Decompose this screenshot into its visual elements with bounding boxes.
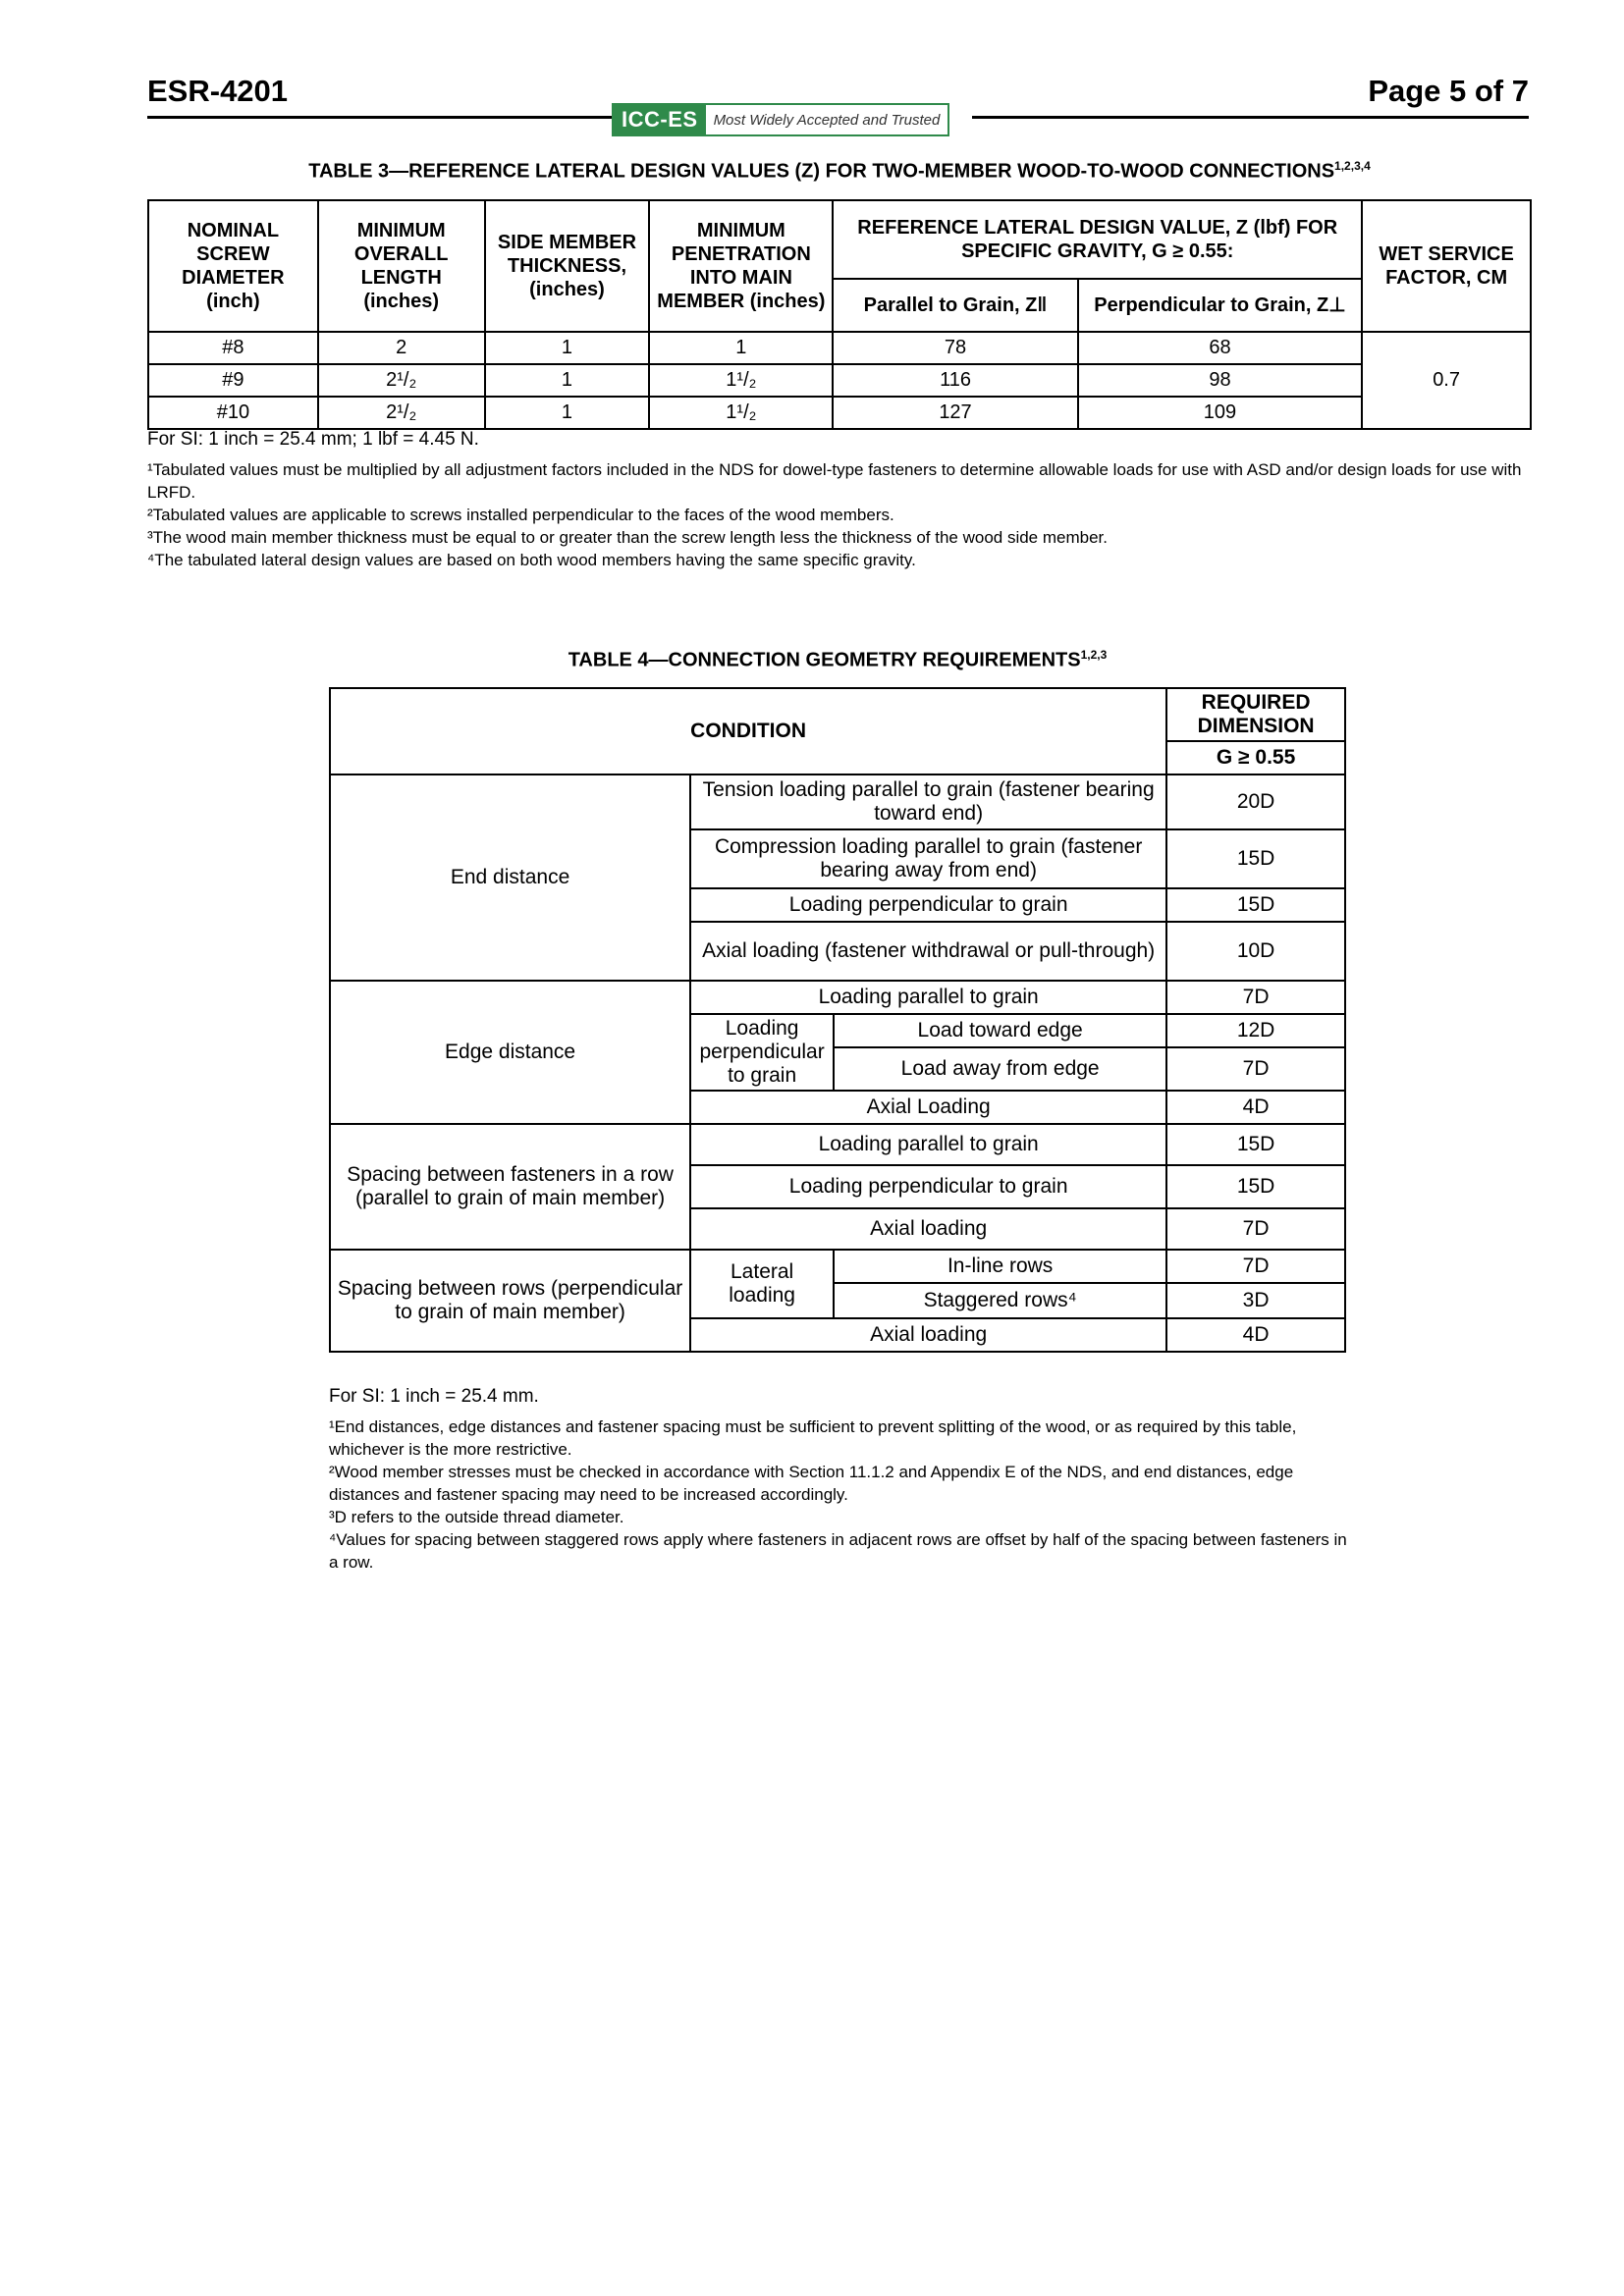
t4-value: 20D (1166, 774, 1345, 829)
t4-spacing-fasteners: Spacing between fasteners in a row (parallel to grain of main member) (330, 1124, 690, 1250)
t3-footnote: ²Tabulated values are applicable to screws installed perpendicular to the faces of the wood members. (147, 506, 894, 524)
t4-value: 15D (1166, 829, 1345, 888)
t4-value: 4D (1166, 1091, 1345, 1124)
table3-title-text: TABLE 3—REFERENCE LATERAL DESIGN VALUES (Z) FOR TWO-MEMBER WOOD-TO-WOOD CONNECTIONS (308, 160, 1335, 183)
t4-condition: Loading perpendicular to grain (690, 1165, 1166, 1208)
t3-cell: #8 (148, 332, 318, 364)
t4-footnote: ²Wood member stresses must be checked in accordance with Section 11.1.2 and Appendix E of the NDS, and end distances, edge distances and fastener spacing may need to be increased accordingly. (329, 1463, 1294, 1504)
logo-tagline: Most Widely Accepted and Trusted (713, 111, 941, 129)
t4-condition: Load away from edge (834, 1047, 1166, 1091)
t3-cell: 68 (1078, 332, 1362, 364)
t3-cell: 2¹/₂ (318, 397, 485, 429)
table4-notes (329, 1385, 1350, 1574)
t4-header-g: G ≥ 0.55 (1166, 741, 1345, 774)
table3-title (147, 159, 1532, 184)
t4-condition: Axial loading (690, 1208, 1166, 1250)
t3-cell: #9 (148, 364, 318, 397)
t3-header-parallel: Parallel to Grain, Z‖ (833, 279, 1077, 332)
t4-value: 12D (1166, 1014, 1345, 1047)
t4-condition: Loading perpendicular to grain (690, 888, 1166, 922)
t3-cell: 98 (1078, 364, 1362, 397)
table-row (148, 364, 1531, 397)
t3-cell: 109 (1078, 397, 1362, 429)
t4-value: 15D (1166, 1124, 1345, 1165)
t4-value: 4D (1166, 1318, 1345, 1352)
t3-wet-value: 0.7 (1362, 332, 1531, 429)
t3-cell: 1 (649, 332, 833, 364)
t3-cell: 2 (318, 332, 485, 364)
t3-header-side: SIDE MEMBER THICKNESS, (inches) (485, 200, 650, 332)
t4-condition: In-line rows (834, 1250, 1166, 1283)
t4-condition: Staggered rows⁴ (834, 1283, 1166, 1318)
t4-lateral-loading: Lateral loading (690, 1250, 834, 1318)
header-rule-right (972, 116, 1529, 119)
table3-notes (147, 428, 1532, 571)
t3-si-note: For SI: 1 inch = 25.4 mm; 1 lbf = 4.45 N. (147, 429, 479, 450)
t3-header-nominal: NOMINAL SCREW DIAMETER (inch) (148, 200, 318, 332)
t3-footnote: ³The wood main member thickness must be equal to or greater than the screw length less the thickness of the wood side member. (147, 528, 1108, 547)
table4-title (329, 648, 1346, 672)
t4-condition: Loading parallel to grain (690, 981, 1166, 1014)
t3-cell: #10 (148, 397, 318, 429)
t3-header-penetration: MINIMUM PENETRATION INTO MAIN MEMBER (inches) (649, 200, 833, 332)
t4-value: 10D (1166, 922, 1345, 981)
table4-title-text: TABLE 4—CONNECTION GEOMETRY REQUIREMENTS (568, 649, 1081, 671)
t4-condition: Compression loading parallel to grain (fastener bearing away from end) (690, 829, 1166, 888)
t3-cell: 1¹/₂ (649, 364, 833, 397)
t4-value: 7D (1166, 1208, 1345, 1250)
t3-cell: 1¹/₂ (649, 397, 833, 429)
t4-value: 7D (1166, 1047, 1345, 1091)
t4-edge-distance: Edge distance (330, 981, 690, 1124)
t4-condition: Tension loading parallel to grain (fastener bearing toward end) (690, 774, 1166, 829)
t4-value: 15D (1166, 888, 1345, 922)
t4-header-required: REQUIRED DIMENSION (1166, 688, 1345, 741)
table3-title-sup: 1,2,3,4 (1334, 159, 1371, 173)
t3-cell: 1 (485, 364, 650, 397)
t4-value: 15D (1166, 1165, 1345, 1208)
table4 (329, 687, 1346, 1353)
t4-condition: Axial loading (690, 1318, 1166, 1352)
t4-value: 7D (1166, 1250, 1345, 1283)
t4-condition: Axial loading (fastener withdrawal or pull-through) (690, 922, 1166, 981)
t4-footnote: ³D refers to the outside thread diameter. (329, 1508, 624, 1526)
t4-spacing-rows: Spacing between rows (perpendicular to grain of main member) (330, 1250, 690, 1352)
table-row (330, 1250, 1345, 1283)
t4-condition: Axial Loading (690, 1091, 1166, 1124)
table-row (330, 1124, 1345, 1165)
icc-es-logo (612, 103, 949, 136)
t4-condition: Loading parallel to grain (690, 1124, 1166, 1165)
document-id: ESR-4201 (147, 74, 289, 108)
table4-title-sup: 1,2,3 (1080, 648, 1108, 662)
t4-edge-perp-group: Loading perpendicular to grain (690, 1014, 834, 1091)
t3-header-perpendicular: Perpendicular to Grain, Z⊥ (1078, 279, 1362, 332)
t3-cell: 2¹/₂ (318, 364, 485, 397)
t3-footnote: ⁴The tabulated lateral design values are based on both wood members having the same specific gravity. (147, 551, 916, 569)
table-row (148, 332, 1531, 364)
t4-value: 7D (1166, 981, 1345, 1014)
t3-header-wet: WET SERVICE FACTOR, CM (1362, 200, 1531, 332)
page-number: Page 5 of 7 (1368, 74, 1529, 108)
t3-cell: 127 (833, 397, 1077, 429)
t4-end-distance: End distance (330, 774, 690, 981)
table3 (147, 199, 1532, 430)
t3-header-reference: REFERENCE LATERAL DESIGN VALUE, Z (lbf) FOR SPECIFIC GRAVITY, G ≥ 0.55: (833, 200, 1362, 279)
t3-cell: 116 (833, 364, 1077, 397)
table-row (330, 774, 1345, 829)
t3-cell: 1 (485, 332, 650, 364)
t3-cell: 78 (833, 332, 1077, 364)
t3-header-overall: MINIMUM OVERALL LENGTH (inches) (318, 200, 485, 332)
header-rule-left (147, 116, 612, 119)
t3-cell: 1 (485, 397, 650, 429)
t4-si-note: For SI: 1 inch = 25.4 mm. (329, 1386, 539, 1407)
t4-value: 3D (1166, 1283, 1345, 1318)
t4-header-condition: CONDITION (330, 688, 1166, 774)
logo-mark: ICC-ES (614, 105, 706, 134)
t4-footnote: ¹End distances, edge distances and fastener spacing must be sufficient to prevent splitting of the wood, or as required by this table, whichever is the more restrictive. (329, 1417, 1297, 1459)
table-row (330, 981, 1345, 1014)
t3-footnote: ¹Tabulated values must be multiplied by all adjustment factors included in the NDS for dowel-type fasteners to determine allowable loads for use with ASD and/or design loads for use with LRFD. (147, 460, 1522, 502)
t4-condition: Load toward edge (834, 1014, 1166, 1047)
table-row (148, 397, 1531, 429)
t4-footnote: ⁴Values for spacing between staggered rows apply where fasteners in adjacent rows are offset by half of the spacing between fasteners in a row. (329, 1530, 1347, 1572)
